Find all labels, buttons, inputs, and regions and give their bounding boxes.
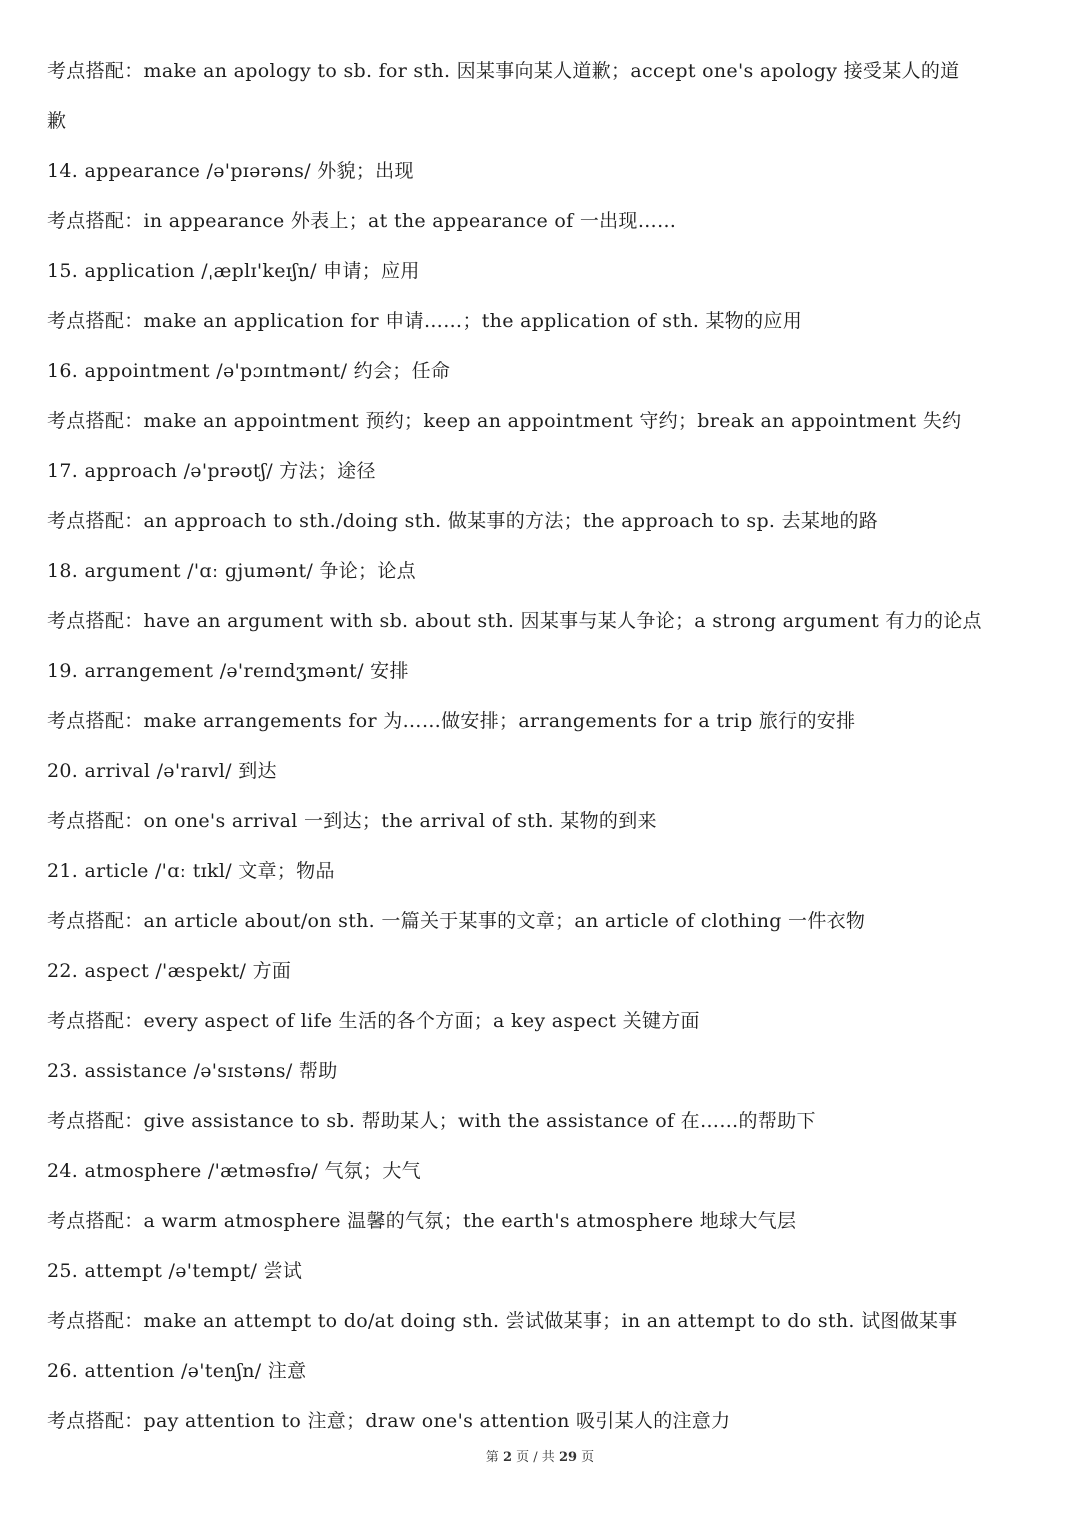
vocab-entry: 24. atmosphere /'ætməsfɪə/ 气氛；大气 (47, 1160, 421, 1182)
footer-prefix: 第 (485, 1450, 499, 1465)
footer-mid: 页 / 共 (516, 1450, 555, 1465)
collocation-line: 考点搭配：an approach to sth./doing sth. 做某事的方法；the approach to sp. 去某地的路 (47, 510, 879, 532)
page-footer (0, 1446, 1080, 1465)
collocation-line: 考点搭配：a warm atmosphere 温馨的气氛；the earth's atmosphere 地球大气层 (47, 1210, 797, 1232)
collocation-line: 考点搭配：on one's arrival 一到达；the arrival of sth. 某物的到来 (47, 810, 657, 832)
vocab-entry: 21. article /'ɑː tɪkl/ 文章；物品 (47, 860, 335, 882)
total-page-number: 29 (558, 1450, 578, 1465)
collocation-line: 考点搭配：make an attempt to do/at doing sth. 尝试做某事；in an attempt to do sth. 试图做某事 (47, 1310, 958, 1332)
collocation-line: 考点搭配：every aspect of life 生活的各个方面；a key aspect 关键方面 (47, 1010, 700, 1032)
vocab-entry: 15. application /ˌæplɪ'keɪʃn/ 申请；应用 (47, 260, 420, 282)
vocab-entry: 16. appointment /ə'pɔɪntmənt/ 约会；任命 (47, 360, 451, 382)
vocab-entry: 17. approach /ə'prəʊtʃ/ 方法；途径 (47, 460, 376, 482)
text-line: 歉 (47, 110, 67, 132)
collocation-line: 考点搭配：have an argument with sb. about sth. 因某事与某人争论；a strong argument 有力的论点 (47, 610, 982, 632)
collocation-line: 考点搭配：in appearance 外表上；at the appearance of 一出现…… (47, 210, 677, 232)
footer-suffix: 页 (581, 1450, 595, 1465)
vocab-entry: 14. appearance /ə'pɪərəns/ 外貌；出现 (47, 160, 414, 182)
vocab-entry: 25. attempt /ə'tempt/ 尝试 (47, 1260, 303, 1282)
collocation-line: 考点搭配：make an appointment 预约；keep an appointment 守约；break an appointment 失约 (47, 410, 962, 432)
text-line: 考点搭配：make an apology to sb. for sth. 因某事向某人道歉；accept one's apology 接受某人的道 (47, 60, 960, 82)
collocation-line: 考点搭配：an article about/on sth. 一篇关于某事的文章；an article of clothing 一件衣物 (47, 910, 866, 932)
current-page-number: 2 (502, 1450, 512, 1465)
vocab-entry: 23. assistance /ə'sɪstəns/ 帮助 (47, 1060, 338, 1082)
collocation-line: 考点搭配：give assistance to sb. 帮助某人；with the assistance of 在……的帮助下 (47, 1110, 816, 1132)
vocab-entry: 19. arrangement /ə'reɪndʒmənt/ 安排 (47, 660, 409, 682)
collocation-line: 考点搭配：make arrangements for 为……做安排；arrangements for a trip 旅行的安排 (47, 710, 856, 732)
vocab-entry: 26. attention /ə'tenʃn/ 注意 (47, 1360, 307, 1382)
vocab-entry: 22. aspect /'æspekt/ 方面 (47, 960, 292, 982)
vocab-entry: 20. arrival /ə'raɪvl/ 到达 (47, 760, 277, 782)
vocab-entry: 18. argument /'ɑː gjumənt/ 争论；论点 (47, 560, 416, 582)
collocation-line: 考点搭配：make an application for 申请……；the application of sth. 某物的应用 (47, 310, 803, 332)
collocation-line: 考点搭配：pay attention to 注意；draw one's attention 吸引某人的注意力 (47, 1410, 731, 1432)
